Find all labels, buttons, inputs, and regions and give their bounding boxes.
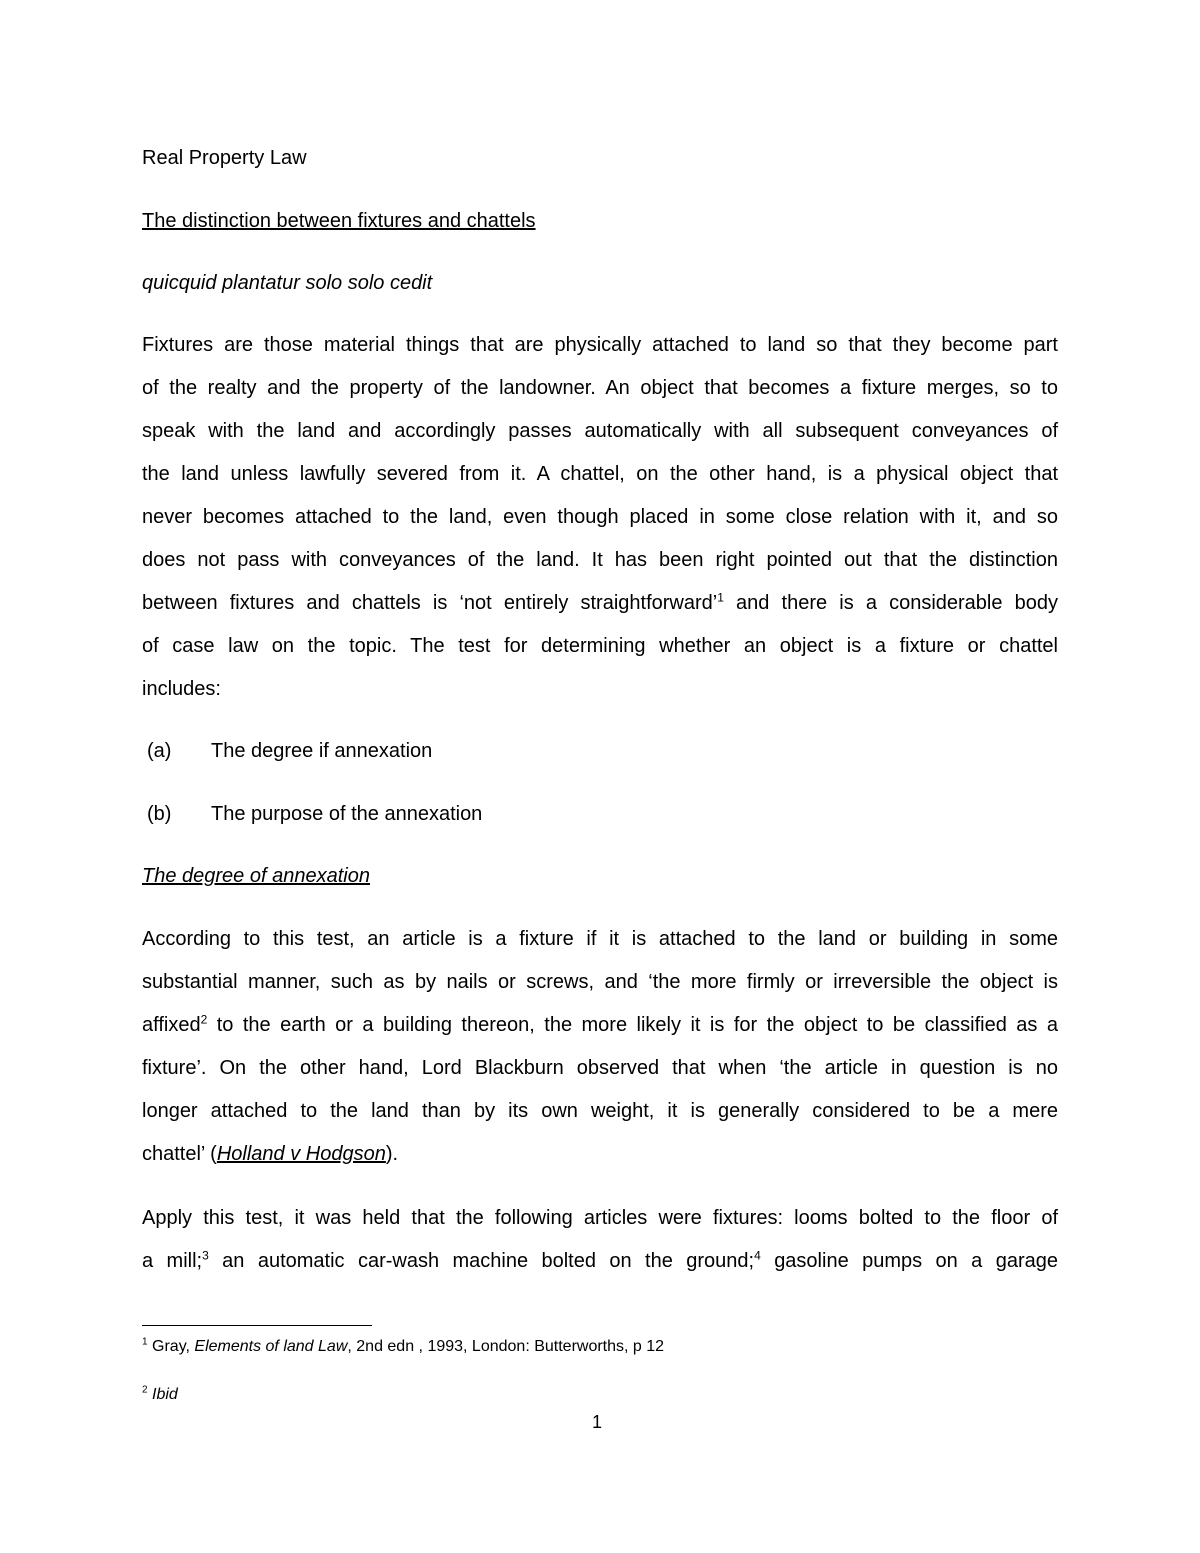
list-marker: (b) [147,803,172,825]
text-run: an automatic car-wash machine bolted on the ground; [208,1250,755,1272]
footnote [142,1337,664,1357]
footnote-ref: 2 [200,1012,208,1027]
list-marker: (a) [147,740,172,762]
course-title: Real Property Law [142,147,307,169]
paragraph-line: does not pass with conveyances of the land. It has been right pointed out that the distinction [142,549,1058,571]
footnote-author: Gray, [152,1338,195,1355]
paragraph-line: includes: [142,678,221,700]
footnote-ref: 1 [717,590,724,605]
footnote-text: Ibid [152,1386,178,1403]
footnote-separator [142,1325,372,1326]
paragraph-line: fixture’. On the other hand, Lord Blackburn observed that when ‘the article in question is no [142,1057,1058,1079]
paragraph-line: never becomes attached to the land, even though placed in some close relation with it, and so [142,506,1058,528]
list-item-text: The degree if annexation [211,740,433,762]
paragraph-line: of case law on the topic. The test for determining whether an object is a fixture or chattel [142,635,1058,657]
paragraph-line: speak with the land and accordingly passes automatically with all subsequent conveyances of [142,420,1058,442]
text-run: affixed [142,1014,201,1036]
text-run: to the earth or a building thereon, the more likely it is for the object to be classified as a [207,1014,1058,1036]
paragraph-line: According to this test, an article is a fixture if it is attached to the land or building in some [142,928,1058,950]
subheading: The degree of annexation [142,865,370,887]
paragraph-line: the land unless lawfully severed from it. A chattel, on the other hand, is a physical object that [142,463,1058,485]
text-run: ). [385,1143,399,1165]
page-number: 1 [592,1412,603,1432]
paragraph-line: Apply this test, it was held that the following articles were fixtures: looms bolted to the floor of [142,1207,1058,1229]
paragraph-line [142,1142,398,1166]
text-run: and there is a considerable body [723,592,1058,614]
paragraph-line: Fixtures are those material things that are physically attached to land so that they become part [142,334,1058,356]
paragraph-line: of the realty and the property of the landowner. An object that becomes a fixture merges, so to [142,377,1058,399]
text-run: between fixtures and chattels is ‘not entirely straightforward’ [142,592,718,614]
paragraph-line: longer attached to the land than by its own weight, it is generally considered to be a mere [142,1100,1058,1122]
text-run: chattel’ ( [142,1143,217,1165]
footnote-ref: 3 [202,1248,209,1263]
paragraph-line [142,591,1058,615]
paragraph-line [142,1013,1058,1037]
footnote-number: 1 [142,1336,148,1348]
text-run: gasoline pumps on a garage [760,1250,1058,1272]
paragraph-line: substantial manner, such as by nails or screws, and ‘the more firmly or irreversible the object is [142,971,1058,993]
footnote-rest: , 2nd edn , 1993, London: Butterworths, p 12 [347,1338,665,1355]
footnote-ref: 4 [754,1248,761,1263]
footnote-number: 2 [142,1384,148,1396]
latin-maxim: quicquid plantatur solo solo cedit [142,272,433,294]
case-citation: Holland v Hodgson [216,1143,386,1165]
list-item [147,739,432,763]
list-item-text: The purpose of the annexation [211,803,483,825]
text-run: a mill; [142,1250,203,1272]
paragraph-line [142,1249,1058,1273]
footnote [142,1385,178,1405]
section-heading: The distinction between fixtures and chattels [142,210,536,232]
footnote-title: Elements of land Law [194,1338,348,1355]
list-item [147,802,482,826]
